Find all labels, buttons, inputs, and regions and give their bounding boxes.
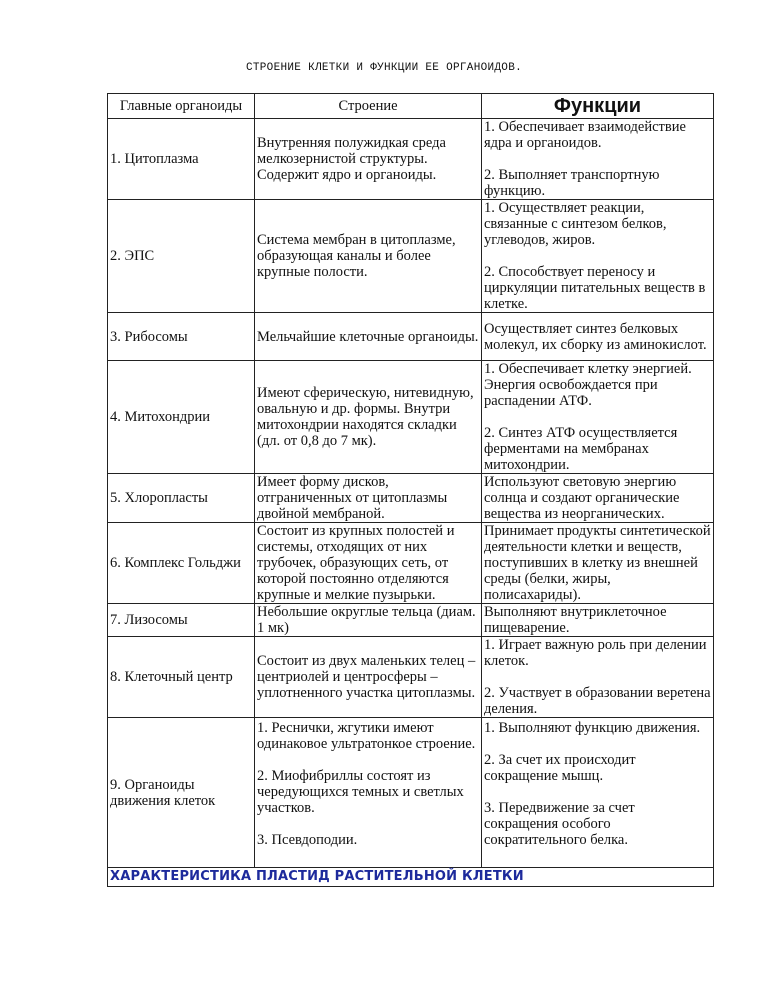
organoid-functions: 1. Обеспечивает клетку энергией. Энергия освобождается при распадении АТФ. 2. Синтез АТФ осуществляется ферментами на мембранах митохондрии. (482, 361, 714, 474)
organoid-structure: Состоит из двух маленьких телец – центриолей и центросферы – уплотненного участка цитоплазмы. (255, 637, 482, 718)
organoid-name: 5. Хлоропласты (108, 474, 255, 523)
organoid-functions: 1. Выполняют функцию движения. 2. За счет их происходит сокращение мышц. 3. Передвижение за счет сокращения особого сократительного белка. (482, 718, 714, 868)
footer-row (108, 868, 714, 887)
organoid-name: 1. Цитоплазма (108, 119, 255, 200)
organoid-structure: Имеет форму дисков, отграниченных от цитоплазмы двойной мембраной. (255, 474, 482, 523)
organoid-functions: Используют световую энергию солнца и создают органические вещества из неорганических. (482, 474, 714, 523)
organoid-name: 9. Органоиды движения клеток (108, 718, 255, 868)
organoid-functions: Осуществляет синтез белковых молекул, их сборку из аминокислот. (482, 313, 714, 361)
plastids-heading: ХАРАКТЕРИСТИКА ПЛАСТИД РАСТИТЕЛЬНОЙ КЛЕТКИ (108, 868, 714, 887)
organoid-functions: Выполняют внутриклеточное пищеварение. (482, 604, 714, 637)
table-row (108, 200, 714, 313)
organoid-structure: Состоит из крупных полостей и системы, отходящих от них трубочек, образующих сеть, от которой постоянно отделяются крупные и мелкие пузырьки. (255, 523, 482, 604)
organoids-table (107, 93, 714, 887)
organoid-structure: Система мембран в цитоплазме, образующая каналы и более крупные полости. (255, 200, 482, 313)
organoid-functions: 1. Осуществляет реакции, связанные с синтезом белков, углеводов, жиров. 2. Способствует переносу и циркуляции питательных веществ в клетке. (482, 200, 714, 313)
organoid-name: 2. ЭПС (108, 200, 255, 313)
table-header-row (108, 94, 714, 119)
table-row (108, 474, 714, 523)
organoid-structure: Имеют сферическую, нитевидную, овальную и др. формы. Внутри митохондрии находятся складки (дл. от 0,8 до 7 мк). (255, 361, 482, 474)
header-functions: Функции (482, 94, 714, 119)
table-row (108, 523, 714, 604)
organoid-functions: 1. Обеспечивает взаимодействие ядра и органоидов. 2. Выполняет транспортную функцию. (482, 119, 714, 200)
organoid-structure: Мельчайшие клеточные органоиды. (255, 313, 482, 361)
table-row (108, 604, 714, 637)
organoid-structure: 1. Реснички, жгутики имеют одинаковое ультратонкое строение. 2. Миофибриллы состоят из чередующихся темных и светлых участков. 3. Псевдоподии. (255, 718, 482, 868)
table-row (108, 313, 714, 361)
page-title: СТРОЕНИЕ КЛЕТКИ И ФУНКЦИИ ЕЕ ОРГАНОИДОВ. (245, 62, 523, 74)
table-row (108, 637, 714, 718)
organoid-functions: Принимает продукты синтетической деятельности клетки и веществ, поступивших в клетку из внешней среды (белки, жиры, полисахариды). (482, 523, 714, 604)
table-row (108, 119, 714, 200)
organoid-name: 7. Лизосомы (108, 604, 255, 637)
organoid-name: 3. Рибосомы (108, 313, 255, 361)
organoid-structure: Небольшие округлые тельца (диам. 1 мк) (255, 604, 482, 637)
header-structure: Строение (255, 94, 482, 119)
table-row (108, 718, 714, 868)
table-row (108, 361, 714, 474)
organoid-structure: Внутренняя полужидкая среда мелкозернистой структуры. Содержит ядро и органоиды. (255, 119, 482, 200)
organoid-name: 8. Клеточный центр (108, 637, 255, 718)
header-organoids: Главные органоиды (108, 94, 255, 119)
organoid-functions: 1. Играет важную роль при делении клеток. 2. Участвует в образовании веретена деления. (482, 637, 714, 718)
organoid-name: 6. Комплекс Гольджи (108, 523, 255, 604)
organoid-name: 4. Митохондрии (108, 361, 255, 474)
